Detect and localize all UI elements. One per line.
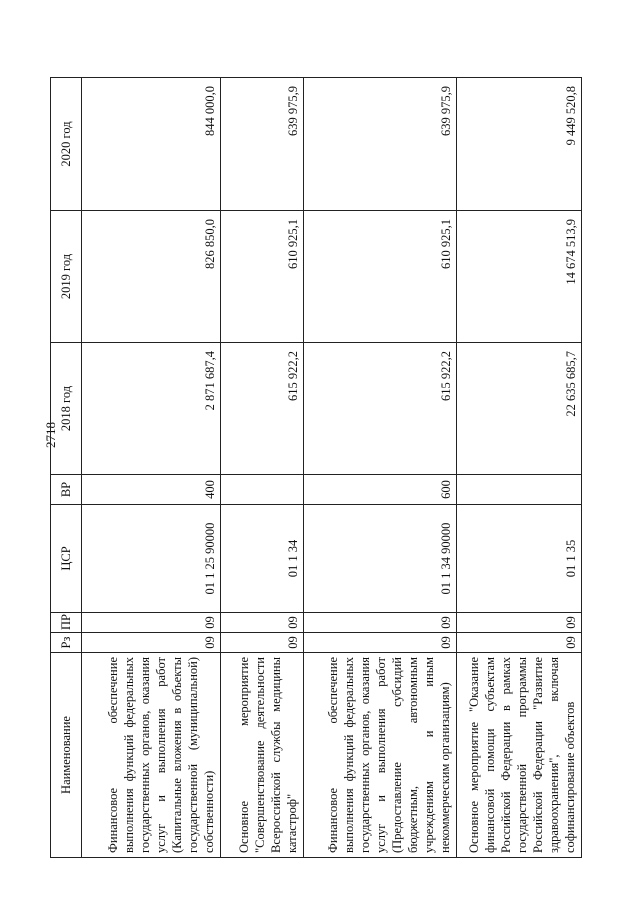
- row-2020: 9 449 520,8: [457, 78, 582, 211]
- row-rz: 09: [304, 633, 457, 653]
- row-rz: 09: [82, 633, 221, 653]
- row-2019: 610 925,1: [304, 211, 457, 343]
- row-2019: 826 850,0: [82, 211, 221, 343]
- row-csr: 01 1 25 90000: [82, 505, 221, 613]
- row-pr: 09: [457, 613, 582, 633]
- row-vr: 600: [304, 475, 457, 505]
- header-csr: ЦСР: [51, 505, 82, 613]
- header-vr: ВР: [51, 475, 82, 505]
- row-csr: 01 1 35: [457, 505, 582, 613]
- row-vr: [221, 475, 304, 505]
- row-name: Финансовое обеспечение выполнения функций федеральных государственных органов, оказания услуг и выполнения работ (Предоставление субсидий бюджетным, автономным учреждениям и иным некоммерческим организациям): [304, 653, 457, 858]
- row-pr: 09: [221, 613, 304, 633]
- table-row: [221, 78, 304, 858]
- table-row: [457, 78, 582, 858]
- row-2018: 615 922,2: [221, 343, 304, 475]
- row-2018: 2 871 687,4: [82, 343, 221, 475]
- header-name: Наименование: [51, 653, 82, 858]
- row-2018: 22 635 685,7: [457, 343, 582, 475]
- row-2019: 14 674 513,9: [457, 211, 582, 343]
- row-pr: 09: [304, 613, 457, 633]
- budget-table: [50, 77, 582, 858]
- row-pr: 09: [82, 613, 221, 633]
- row-2020: 639 975,9: [221, 78, 304, 211]
- row-vr: [457, 475, 582, 505]
- row-name: Основное мероприятие "Совершенствование деятельности Всероссийской службы медицины катастроф": [221, 653, 304, 858]
- row-name: Финансовое обеспечение выполнения функций федеральных государственных органов, оказания услуг и выполнения работ (Капитальные вложения в объекты государственной (муниципальной) собственности): [82, 653, 221, 858]
- row-rz: 09: [457, 633, 582, 653]
- header-2018: 2018 год: [51, 343, 82, 475]
- table-row: [304, 78, 457, 858]
- row-csr: 01 1 34: [221, 505, 304, 613]
- budget-table-rotated: [50, 78, 630, 858]
- row-rz: 09: [221, 633, 304, 653]
- row-2020: 639 975,9: [304, 78, 457, 211]
- header-2019: 2019 год: [51, 211, 82, 343]
- row-2018: 615 922,2: [304, 343, 457, 475]
- row-csr: 01 1 34 90000: [304, 505, 457, 613]
- header-rz: Рз: [51, 633, 82, 653]
- row-vr: 400: [82, 475, 221, 505]
- header-pr: ПР: [51, 613, 82, 633]
- row-name: Основное мероприятие "Оказание финансовой помощи субъектам Российской Федерации в рамках государственной программы Российской Федерации "Развитие здравоохранения", включая софинансирование объектов: [457, 653, 582, 858]
- row-2020: 844 000,0: [82, 78, 221, 211]
- row-2019: 610 925,1: [221, 211, 304, 343]
- table-row: [82, 78, 221, 858]
- header-2020: 2020 год: [51, 78, 82, 211]
- table-header-row: [51, 78, 82, 858]
- page-number: 2718: [43, 422, 58, 448]
